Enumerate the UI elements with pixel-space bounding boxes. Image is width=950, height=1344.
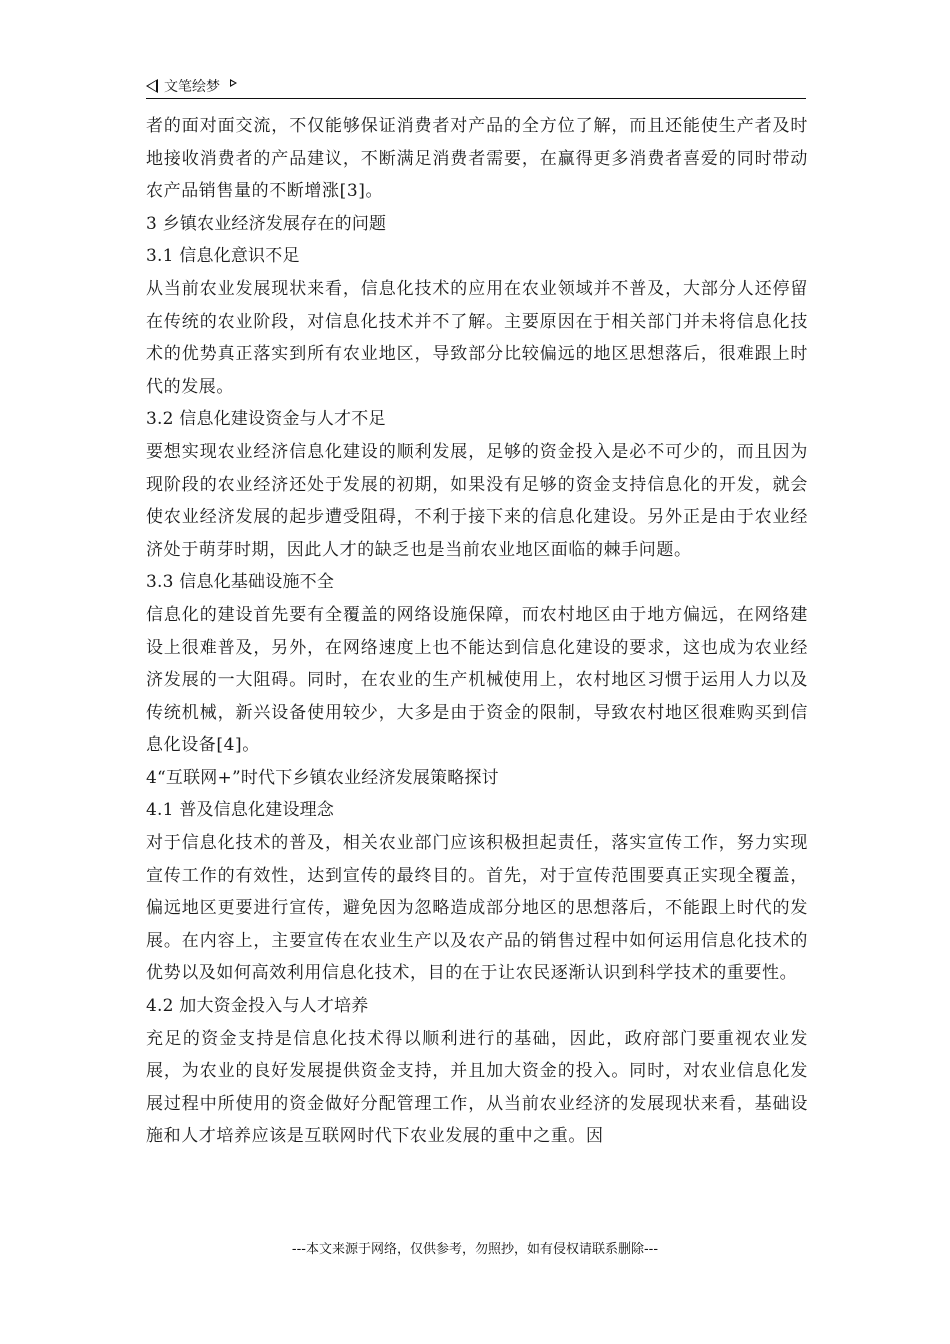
section-heading: 3 乡镇农业经济发展存在的问题 bbox=[146, 213, 387, 234]
subsection-heading: 4.2 加大资金投入与人才培养 bbox=[146, 996, 369, 1017]
subsection-heading: 4.1 普及信息化建设理念 bbox=[146, 800, 335, 821]
running-header bbox=[146, 74, 806, 99]
subsection-heading: 3.2 信息化建设资金与人才不足 bbox=[146, 409, 386, 430]
header-brand: 文笔绘梦 bbox=[164, 79, 220, 95]
triangle-left-icon bbox=[146, 79, 158, 93]
subsection-heading: 3.1 信息化意识不足 bbox=[146, 246, 300, 267]
body-paragraph: 者的面对面交流，不仅能够保证消费者对产品的全方位了解，而且还能使生产者及时地接收消费者的产品建议，不断满足消费者需要，在赢得更多消费者喜爱的同时带动农产品销售量的不断增涨[3]。 bbox=[146, 116, 808, 202]
subsection-heading: 3.3 信息化基础设施不全 bbox=[146, 572, 335, 593]
section-heading: 4“互联网+”时代下乡镇农业经济发展策略探讨 bbox=[146, 767, 499, 788]
body-paragraph: 信息化的建设首先要有全覆盖的网络设施保障，而农村地区由于地方偏远，在网络建设上很难普及，另外，在网络速度上也不能达到信息化建设的要求，这也成为农业经济发展的一大阻碍。同时，在农业的生产机械使用上，农村地区习惯于运用人力以及传统机械，新兴设备使用较少，大多是由于资金的限制，导致农村地区很难购买到信息化设备[4]。 bbox=[146, 604, 808, 756]
body-paragraph: 要想实现农业经济信息化建设的顺利发展，足够的资金投入是必不可少的，而且因为现阶段的农业经济还处于发展的初期，如果没有足够的资金支持信息化的开发，就会使农业经济发展的起步遭受阻碍，不利于接下来的信息化建设。另外正是由于农业经济处于萌芽时期，因此人才的缺乏也是当前农业地区面临的棘手问题。 bbox=[146, 441, 808, 560]
footer-disclaimer: ---本文来源于网络，仅供参考，勿照抄，如有侵权请联系删除--- bbox=[291, 1242, 659, 1257]
body-paragraph: 对于信息化技术的普及，相关农业部门应该积极担起责任，落实宣传工作，努力实现宣传工作的有效性，达到宣传的最终目的。首先，对于宣传范围要真正实现全覆盖，偏远地区更要进行宣传，避免因为忽略造成部分地区的思想落后，不能跟上时代的发展。在内容上，主要宣传在农业生产以及农产品的销售过程中如何运用信息化技术的优势以及如何高效利用信息化技术，目的在于让农民逐渐认识到科学技术的重要性。 bbox=[146, 833, 808, 984]
body-paragraph: 从当前农业发展现状来看，信息化技术的应用在农业领域并不普及，大部分人还停留在传统的农业阶段，对信息化技术并不了解。主要原因在于相关部门并未将信息化技术的优势真正落实到所有农业地区，导致部分比较偏远的地区思想落后，很难跟上时代的发展。 bbox=[146, 278, 808, 397]
document-body bbox=[146, 110, 808, 1153]
triangle-right-icon bbox=[230, 79, 237, 87]
body-paragraph: 充足的资金支持是信息化技术得以顺利进行的基础，因此，政府部门要重视农业发展，为农业的良好发展提供资金支持，并且加大资金的投入。同时，对农业信息化发展过程中所使用的资金做好分配管理工作，从当前农业经济的发展现状来看，基础设施和人才培养应该是互联网时代下农业发展的重中之重。因 bbox=[146, 1028, 808, 1147]
